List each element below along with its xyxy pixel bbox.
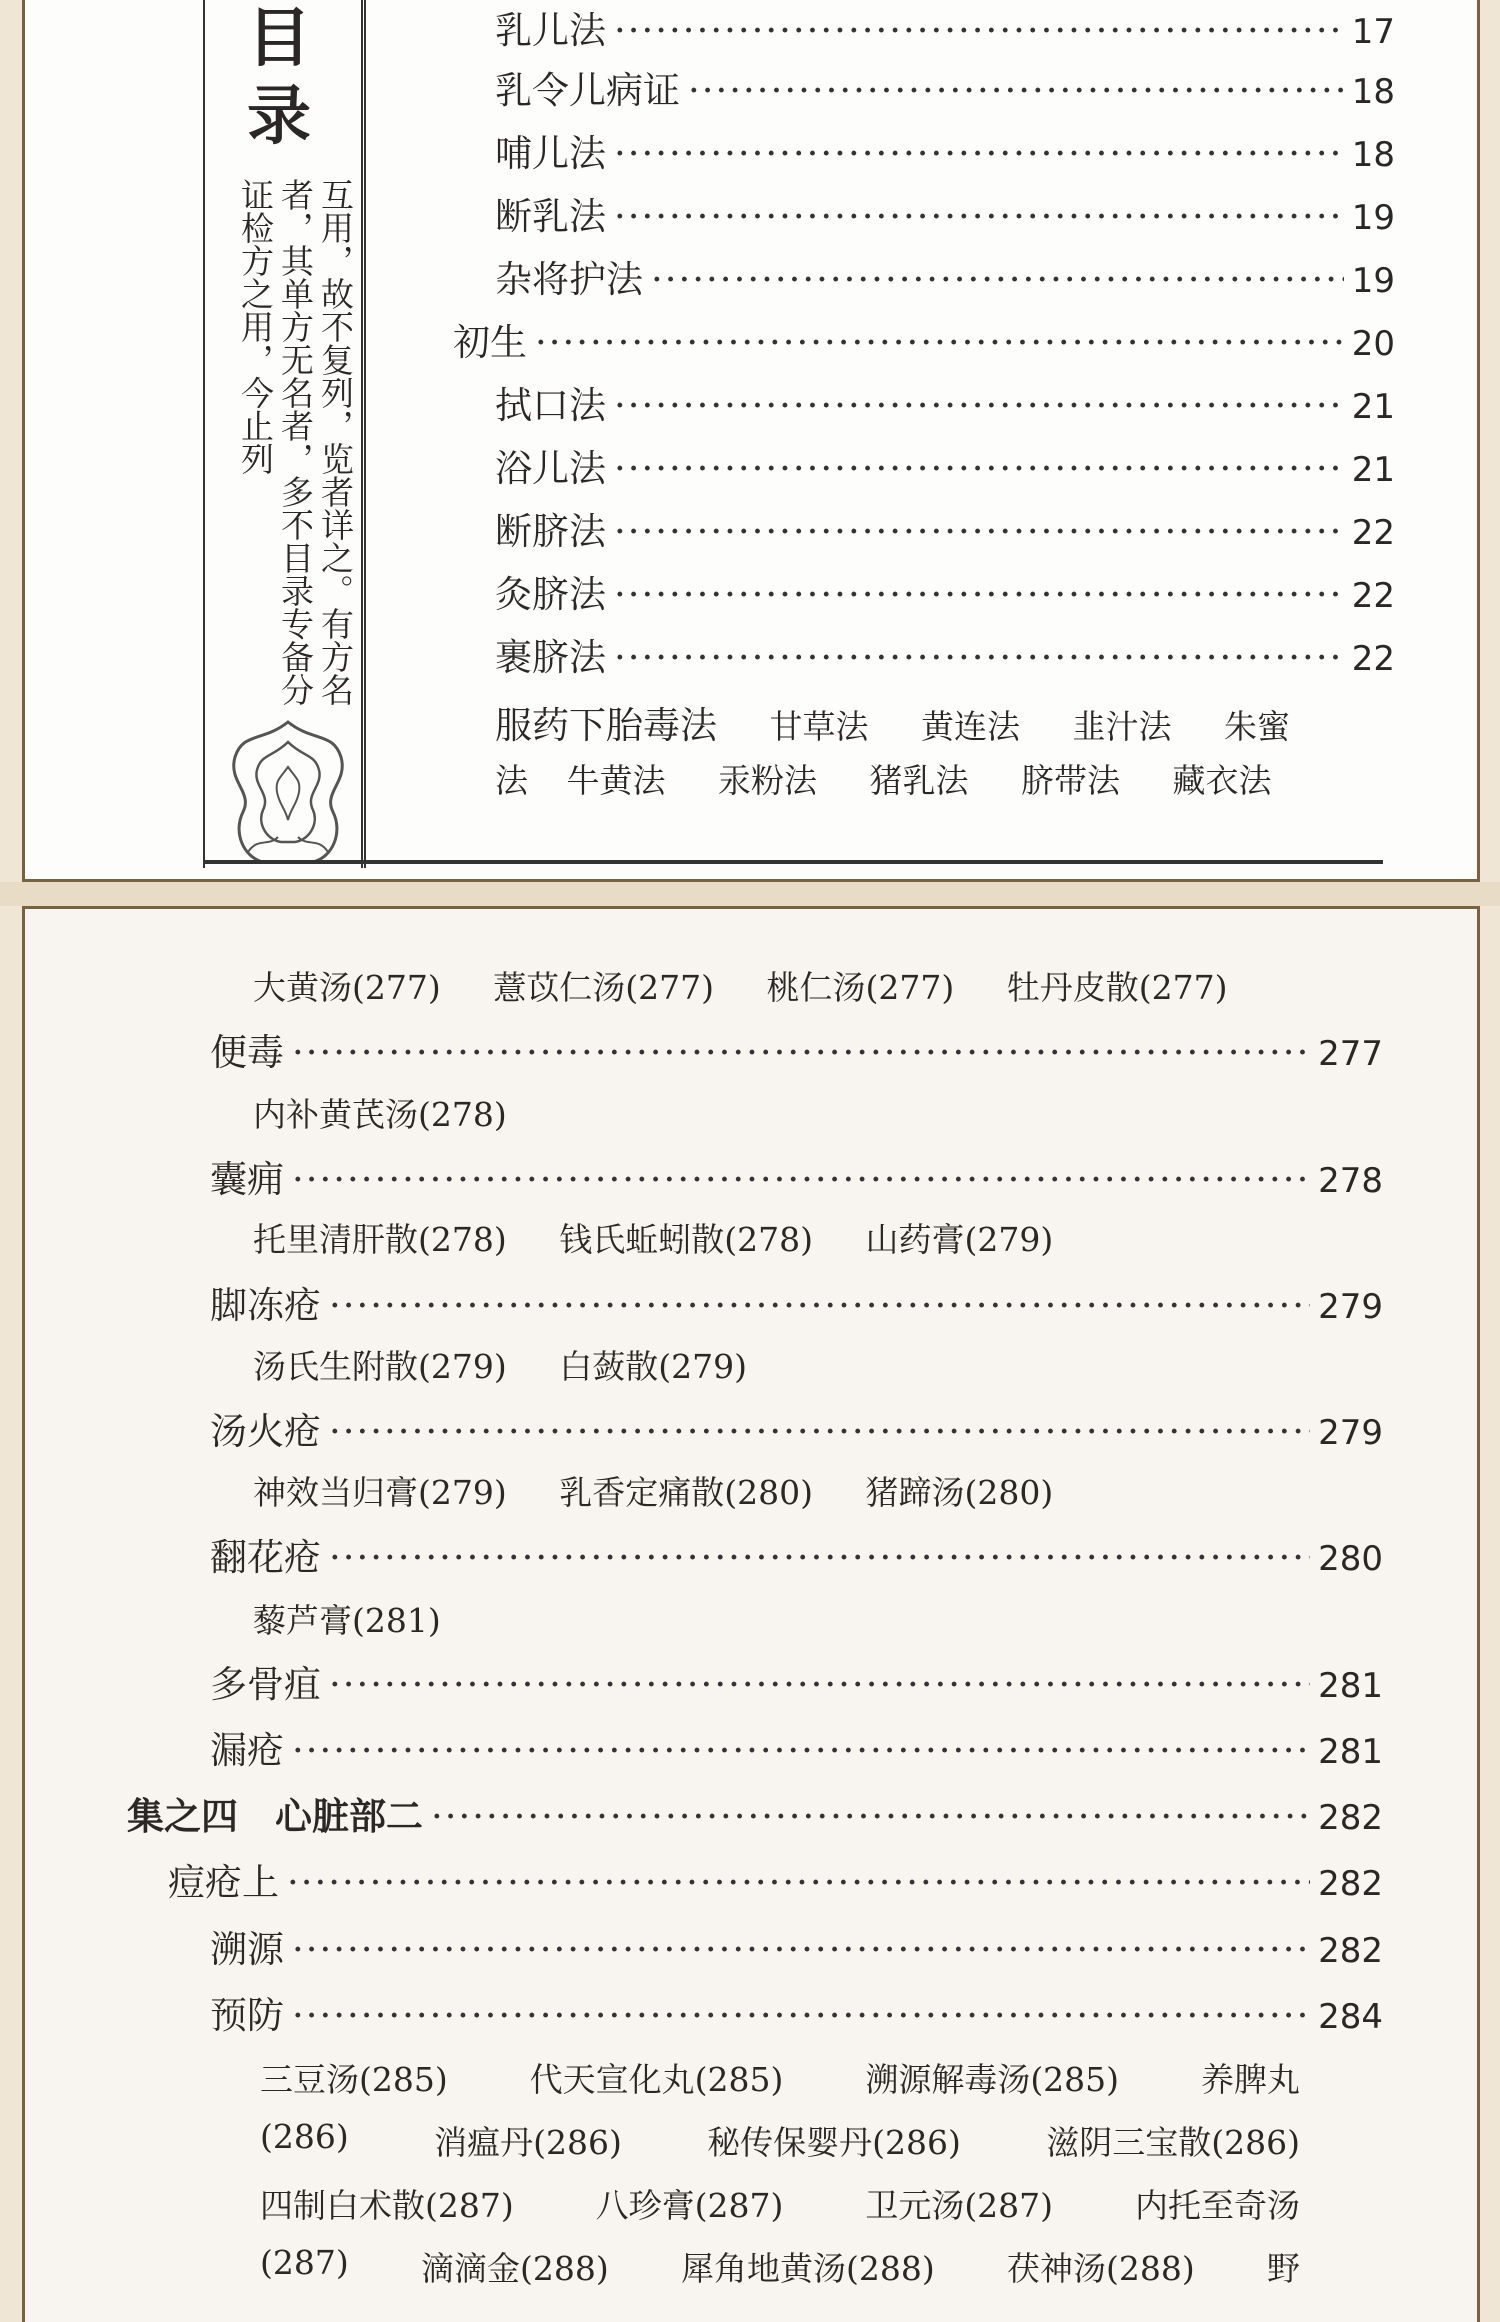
leader-dots xyxy=(292,1158,1310,1201)
method-item: 甘草法 xyxy=(769,707,869,746)
formula-line xyxy=(253,1089,549,1136)
entry-page: 282 xyxy=(1318,1864,1383,1904)
toc-entry[interactable] xyxy=(495,249,1395,303)
toc-entry[interactable] xyxy=(495,0,1395,54)
leader-dots xyxy=(292,1994,1310,2037)
entry-page: 18 xyxy=(1351,72,1395,112)
toc-entry[interactable] xyxy=(495,627,1395,681)
entry-page: 281 xyxy=(1318,1732,1383,1772)
toc-entry[interactable] xyxy=(495,123,1395,177)
method-item: 韭汁法 xyxy=(1072,707,1172,746)
toc-heading xyxy=(239,0,319,156)
entry-page: 19 xyxy=(1351,261,1395,301)
entry-page: 21 xyxy=(1351,450,1395,490)
formula-item: 汤氏生附散(279) xyxy=(253,1347,507,1386)
formula-line xyxy=(253,962,1228,1009)
entry-label: 初生 xyxy=(453,321,527,364)
entry-label: 囊痈 xyxy=(210,1158,284,1201)
toc-chapter-entry[interactable] xyxy=(127,1786,1383,1840)
toc-entry[interactable] xyxy=(495,375,1395,429)
formula-item: 薏苡仁汤(277) xyxy=(493,968,714,1007)
leader-dots xyxy=(287,1861,1310,1904)
leader-dots xyxy=(535,321,1344,364)
method-item: 服药下胎毒法 xyxy=(495,704,717,747)
sub-method-line xyxy=(495,755,1314,802)
entry-label: 断乳法 xyxy=(495,195,606,238)
method-item: 法 xyxy=(495,761,528,800)
leader-dots xyxy=(292,1928,1310,1971)
formula-item: 卫元汤(287) xyxy=(865,2186,1054,2225)
formula-item: 溯源解毒汤(285) xyxy=(865,2060,1120,2099)
leader-dots xyxy=(329,1410,1310,1453)
toc-entry[interactable] xyxy=(495,501,1395,555)
entry-page: 277 xyxy=(1318,1034,1383,1074)
toc-entry[interactable] xyxy=(453,312,1395,366)
sub-method-line xyxy=(495,695,1290,749)
top-page xyxy=(22,0,1480,882)
formula-item: (287) xyxy=(260,2243,349,2282)
method-item: 牛黄法 xyxy=(566,761,666,800)
toc-note: 互用，故不复列，览者详之。有方名者，其单方无名者，多不目录专备分证检方之用，今止列 xyxy=(236,178,355,706)
formula-line xyxy=(260,2180,1300,2227)
entry-page: 281 xyxy=(1318,1666,1383,1706)
toc-entry[interactable] xyxy=(495,564,1395,618)
formula-item: 犀角地黄汤(288) xyxy=(681,2249,935,2288)
entry-label: 集之四 心脏部二 xyxy=(127,1794,423,1838)
entry-page: 284 xyxy=(1318,1997,1383,2037)
entry-label: 灸脐法 xyxy=(495,573,606,616)
toc-heading-char: 录 xyxy=(247,79,311,154)
formula-line xyxy=(253,1467,1095,1514)
entry-page: 22 xyxy=(1351,639,1395,679)
entry-label: 乳令儿病证 xyxy=(495,69,680,112)
entry-page: 20 xyxy=(1351,324,1395,364)
leader-dots xyxy=(614,132,1344,175)
leader-dots xyxy=(614,636,1344,679)
leader-dots xyxy=(614,447,1344,490)
formula-line xyxy=(253,1595,483,1642)
entry-page: 19 xyxy=(1351,198,1395,238)
leader-dots xyxy=(431,1795,1310,1838)
page-rule xyxy=(203,860,1383,864)
formula-item: 托里清肝散(278) xyxy=(253,1220,507,1259)
formula-item: 大黄汤(277) xyxy=(253,968,441,1007)
leader-dots xyxy=(292,1729,1310,1772)
entry-page: 279 xyxy=(1318,1287,1383,1327)
cloud-ornament-icon xyxy=(223,712,353,872)
entry-page: 278 xyxy=(1318,1161,1383,1201)
entry-page: 282 xyxy=(1318,1931,1383,1971)
toc-entry[interactable] xyxy=(168,1852,1383,1906)
formula-item: 四制白术散(287) xyxy=(260,2186,514,2225)
formula-item: 养脾丸 xyxy=(1200,2060,1300,2099)
formula-line xyxy=(253,1214,1095,1261)
formula-item: 钱氏蚯蚓散(278) xyxy=(559,1220,813,1259)
formula-item: 代天宣化丸(285) xyxy=(529,2060,784,2099)
leader-dots xyxy=(614,9,1344,52)
formula-item: 滋阴三宝散(286) xyxy=(1046,2123,1300,2162)
formula-item: 滴滴金(288) xyxy=(421,2249,609,2288)
entry-page: 18 xyxy=(1351,135,1395,175)
toc-entry[interactable] xyxy=(495,438,1395,492)
toc-entry[interactable] xyxy=(210,1985,1383,2039)
toc-entry[interactable] xyxy=(210,1401,1383,1455)
entry-label: 漏疮 xyxy=(210,1729,284,1772)
entry-label: 多骨疽 xyxy=(210,1663,321,1706)
method-item: 猪乳法 xyxy=(869,761,969,800)
leader-dots xyxy=(614,195,1344,238)
formula-item: 茯神汤(288) xyxy=(1007,2249,1195,2288)
entry-label: 翻花疮 xyxy=(210,1536,321,1579)
toc-entry[interactable] xyxy=(210,1022,1383,1076)
method-item: 汞粉法 xyxy=(718,761,817,800)
toc-entry[interactable] xyxy=(495,60,1395,114)
leader-dots xyxy=(292,1031,1310,1074)
entry-page: 21 xyxy=(1351,387,1395,427)
entry-label: 断脐法 xyxy=(495,510,606,553)
formula-item: 白蔹散(279) xyxy=(559,1347,747,1386)
entry-label: 便毒 xyxy=(210,1031,284,1074)
entry-label: 哺儿法 xyxy=(495,132,606,175)
entry-label: 拭口法 xyxy=(495,384,606,427)
leader-dots xyxy=(688,69,1344,112)
formula-item: 神效当归膏(279) xyxy=(253,1473,507,1512)
toc-entry[interactable] xyxy=(210,1919,1383,1973)
toc-side-panel xyxy=(203,0,366,868)
entry-page: 280 xyxy=(1318,1539,1383,1579)
leader-dots xyxy=(614,510,1344,553)
leader-dots xyxy=(651,258,1344,301)
entry-label: 裹脐法 xyxy=(495,636,606,679)
formula-item: 山药膏(279) xyxy=(865,1220,1054,1259)
formula-item: 八珍膏(287) xyxy=(595,2186,784,2225)
toc-entry[interactable] xyxy=(210,1149,1383,1203)
method-item: 朱蜜 xyxy=(1224,707,1290,746)
entry-page: 17 xyxy=(1351,12,1395,52)
toc-entry[interactable] xyxy=(210,1654,1383,1708)
formula-item: 野 xyxy=(1267,2249,1300,2288)
toc-entry[interactable] xyxy=(210,1275,1383,1329)
entry-label: 汤火疮 xyxy=(210,1410,321,1453)
formula-line xyxy=(260,2054,1300,2101)
leader-dots xyxy=(329,1663,1310,1706)
entry-label: 杂将护法 xyxy=(495,258,643,301)
toc-entry[interactable] xyxy=(210,1720,1383,1774)
entry-page: 22 xyxy=(1351,576,1395,616)
method-item: 脐带法 xyxy=(1021,761,1120,800)
formula-line xyxy=(260,2117,1300,2164)
toc-entry[interactable] xyxy=(495,186,1395,240)
bottom-page xyxy=(22,906,1480,2322)
method-item: 藏衣法 xyxy=(1172,761,1272,800)
entry-page: 279 xyxy=(1318,1413,1383,1453)
method-item: 黄连法 xyxy=(921,707,1020,746)
entry-label: 溯源 xyxy=(210,1928,284,1971)
formula-item: 藜芦膏(281) xyxy=(253,1601,441,1640)
page-gap xyxy=(0,882,1500,906)
leader-dots xyxy=(614,384,1344,427)
entry-page: 282 xyxy=(1318,1798,1383,1838)
entry-label: 痘疮上 xyxy=(168,1861,279,1904)
formula-item: 乳香定痛散(280) xyxy=(559,1473,813,1512)
formula-item: 内托至奇汤 xyxy=(1134,2186,1300,2225)
formula-item: 秘传保婴丹(286) xyxy=(707,2123,961,2162)
formula-item: 牡丹皮散(277) xyxy=(1006,968,1228,1007)
formula-item: 消瘟丹(286) xyxy=(434,2123,622,2162)
formula-item: 三豆汤(285) xyxy=(260,2060,448,2099)
entry-label: 浴儿法 xyxy=(495,447,606,490)
formula-item: 猪蹄汤(280) xyxy=(865,1473,1054,1512)
entry-label: 乳儿法 xyxy=(495,9,606,52)
entry-label: 预防 xyxy=(210,1994,284,2037)
leader-dots xyxy=(614,573,1344,616)
leader-dots xyxy=(329,1536,1310,1579)
formula-line xyxy=(260,2243,1300,2290)
toc-entry[interactable] xyxy=(210,1527,1383,1581)
formula-item: (286) xyxy=(260,2117,349,2156)
leader-dots xyxy=(329,1284,1310,1327)
toc-heading-char: 目 xyxy=(247,1,311,76)
formula-item: 桃仁汤(277) xyxy=(766,968,955,1007)
formula-item: 内补黄芪汤(278) xyxy=(253,1095,507,1134)
bleed-through-mark xyxy=(105,949,114,988)
formula-line xyxy=(253,1341,789,1388)
entry-page: 22 xyxy=(1351,513,1395,553)
entry-label: 脚冻疮 xyxy=(210,1284,321,1327)
